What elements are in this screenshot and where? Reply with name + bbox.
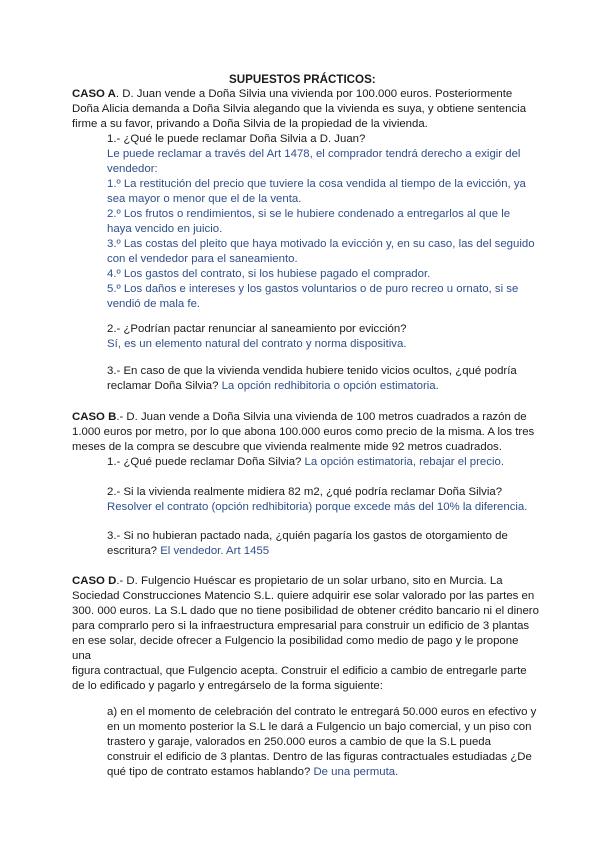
caso-a-answer-1: 1.º La restitución del precio que tuviere la cosa vendida al tiempo de la evicción, ya (107, 178, 526, 190)
caso-a-answer-1: Le puede reclamar a través del Art 1478, el comprador tendrá derecho a exigir del (107, 148, 521, 160)
caso-d-intro-line: CASO D.- D. Fulgencio Huéscar es propietario de un solar urbano, sito en Murcia. La (72, 575, 503, 587)
caso-b-answer-2: Resolver el contrato (opción redhibitoria) porque excede más del 10% la diferencia. (107, 501, 528, 513)
caso-d-intro-line: Sociedad Construcciones Matencio S.L. quiere adquirir ese solar valorado por las partes en (72, 590, 535, 602)
caso-b-answer-1: La opción estimatoria, rebajar el precio. (304, 456, 504, 468)
caso-b-question-3: 3.- Si no hubieran pactado nada, ¿quién pagaría los gastos de otorgamiento de (107, 530, 508, 542)
caso-a-question-3-line: reclamar Doña Silvia? La opción redhibitoria o opción estimatoria. (107, 380, 439, 392)
caso-b-intro-line: meses de la compra se descubre que vivienda realmente mide 92 metros cuadrados. (72, 441, 502, 453)
caso-d-intro-line: figura contractual, que Fulgencio acepta. Construir el edificio a cambio de entregarle parte (72, 665, 527, 677)
caso-d-intro-line: en ese solar, decide ofrecer a Fulgencio la posibilidad como medio de pago y le propone (72, 635, 519, 647)
caso-b-answer-3: El vendedor. Art 1455 (160, 545, 270, 557)
document-title: SUPUESTOS PRÁCTICOS: (229, 73, 376, 86)
caso-b-question-3-line: escritura? El vendedor. Art 1455 (107, 545, 270, 557)
caso-a-answer-3: La opción redhibitoria o opción estimatoria. (221, 380, 439, 392)
caso-d-intro-line: 300. 000 euros. La S.L dado que no tiene posibilidad de obtener crédito bancario ni el dinero (72, 605, 539, 617)
caso-b-question-1-line: 1.- ¿Qué puede reclamar Doña Silvia? La opción estimatoria, rebajar el precio. (107, 456, 504, 468)
caso-a-question-2: 2.- ¿Podrían pactar renunciar al saneamiento por evicción? (107, 323, 407, 335)
caso-a-answer-1: vendió de mala fe. (107, 298, 201, 310)
caso-a-answer-1: 5.º Los daños e intereses y los gastos voluntarios o de puro recreo u ornato, si se (107, 283, 519, 295)
caso-a-answer-1: con el vendedor para el saneamiento. (107, 253, 298, 265)
caso-a-answer-1: haya vencido en juicio. (107, 223, 223, 235)
caso-a-answer-2: Sí, es un elemento natural del contrato y norma dispositiva. (107, 338, 407, 350)
caso-a-intro-line: CASO A. D. Juan vende a Doña Silvia una vivienda por 100.000 euros. Posteriormente (72, 88, 513, 100)
caso-a-question-1: 1.- ¿Qué le puede reclamar Doña Silvia a D. Juan? (107, 133, 366, 145)
caso-d-intro-line: de lo edificado y pagarlo y entregárselo de la forma siguiente: (72, 680, 383, 692)
caso-a-intro-line: firme a su favor, privando a Doña Silvia de la propiedad de la vivienda. (72, 118, 428, 130)
caso-d-question-line: trastero y garaje, valorados en 250.000 euros a cambio de que la S.L pueda (107, 736, 491, 748)
caso-d-question-line: en un momento posterior la S.L le dará a Fulgencio un bajo comercial, y un piso con (107, 721, 532, 733)
caso-d-intro-line: una (72, 650, 92, 662)
caso-a-intro-line: Doña Alicia demanda a Doña Silvia alegando que la vivienda es suya, y obtiene sentencia (72, 103, 527, 115)
caso-d-label: CASO D (72, 575, 117, 587)
caso-d-question-last-line: qué tipo de contrato estamos hablando? De una permuta. (107, 766, 399, 778)
caso-a-answer-1: vendedor: (107, 163, 158, 175)
caso-b-label: CASO B (72, 411, 117, 423)
caso-a-question-3: 3.- En caso de que la vivienda vendida hubiere tenido vicios ocultos, ¿qué podría (107, 365, 517, 377)
caso-a-answer-1: sea mayor o menor que el de la venta. (107, 193, 302, 205)
caso-a-label: CASO A (72, 88, 116, 100)
caso-b-question-2: 2.- Si la vivienda realmente midiera 82 m2, ¿qué podría reclamar Doña Silvia? (107, 486, 503, 498)
caso-b-intro-line: CASO B.- D. Juan vende a Doña Silvia una vivienda de 100 metros cuadrados a razón de (72, 411, 527, 423)
caso-d-question-line: a) en el momento de celebración del contrato le entregará 50.000 euros en efectivo y (107, 706, 537, 718)
caso-d-question-line: construir el edificio de 3 plantas. Dentro de las figuras contractuales estudiadas ¿De (107, 751, 532, 763)
caso-d-answer: De una permuta. (313, 766, 399, 778)
caso-a-answer-1: 2.º Los frutos o rendimientos, si se le hubiere condenado a entregarlos al que le (107, 208, 511, 220)
caso-a-answer-1: 3.º Las costas del pleito que haya motivado la evicción y, en su caso, las del seguido (107, 238, 535, 250)
caso-a-answer-1: 4.º Los gastos del contrato, si los hubiese pagado el comprador. (107, 268, 431, 280)
caso-b-intro-line: 1.000 euros por metro, por lo que abona 100.000 euros como precio de la misma. A los tres (72, 426, 535, 438)
caso-d-intro-line: para comprarlo pero si la infraestructura empresarial para construir un edificio de 3 plantas (72, 620, 530, 632)
